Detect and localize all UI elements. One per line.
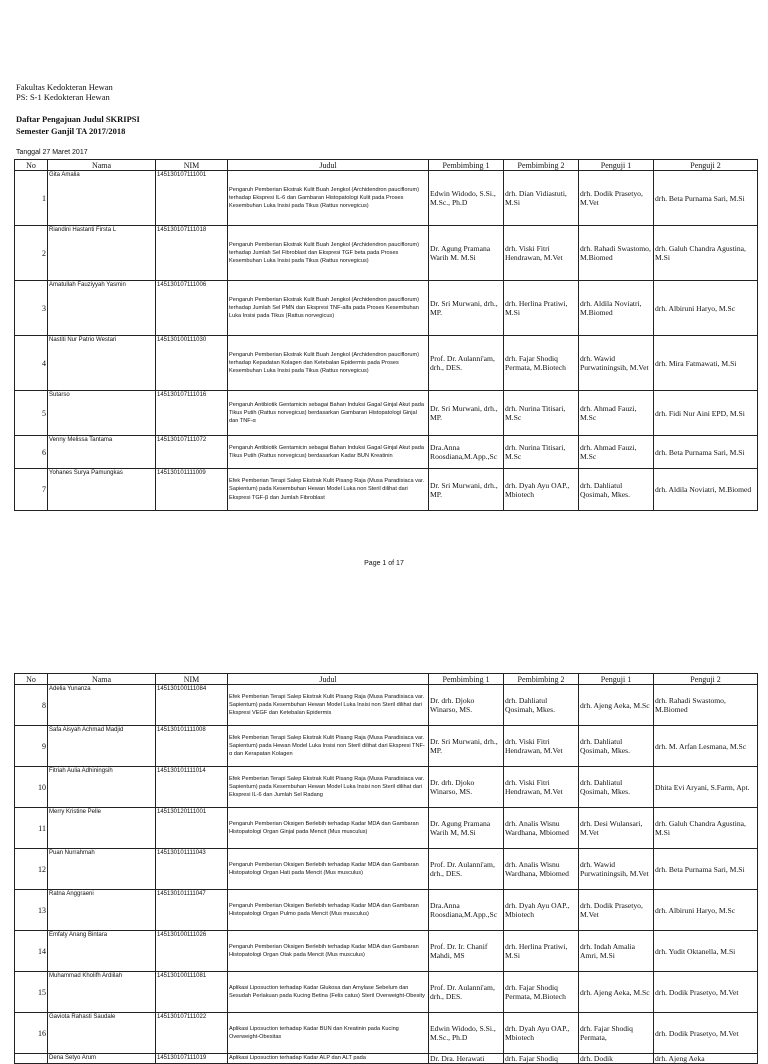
thesis-title-cell: Pengaruh Pemberian Ekstrak Kulit Buah Jengkol (Archidendron pauciflorum) terhadap Ekspresi IL-6 dan Gambaran Histopatologi Kulit pada Proses Kesembuhan Luka Insisi pada Tikus (Rattus norvegicus) <box>228 171 429 226</box>
col-header-penguji2: Penguji 2 <box>654 160 758 171</box>
col-header-penguji1: Penguji 1 <box>579 160 654 171</box>
pembimbing2-cell: drh. Fajar Shodiq Permata, M.Biotech <box>504 972 579 1013</box>
thesis-title-cell: Pengaruh Pemberian Ekstrak Kulit Buah Jengkol (Archidendron pauciflorum) terhadap Kepadatan Kolagen dan Ketebalan Epidermis pada Proses Kesembuhan Luka Insisi pada Tikus (Rattus norvegicus) <box>228 336 429 391</box>
thesis-title-cell: Pengaruh Pemberian Oksigen Berlebih terhadap Kadar MDA dan Gambaran Histopatologi Organ Ginjal pada Mencit (Mus musculus) <box>228 808 429 849</box>
penguji2-cell: drh. Galuh Chandra Agustina, M.Si <box>654 226 758 281</box>
thesis-title-cell: Efek Pemberian Terapi Salep Ekstrak Kulit Pisang Raja (Musa Paradisiaca var. Sapientum) pada Kesembuhan Hewan Model Luka Insisi non Steril dilihat dari Ekspresi VEGF dan Ketebalan Epidermis <box>228 685 429 726</box>
thesis-title-cell: Pengaruh Antibiotik Gentamicin sebagai Bahan Induksi Gagal Ginjal Akut pada Tikus Putih (Rattus norvegicus) berdasarkan Kadar BUN Kreatinin <box>228 436 429 469</box>
penguji2-cell: drh. Ajeng Aeka <box>654 1054 758 1064</box>
pembimbing2-cell: drh. Dyah Ayu OAP., Mbiotech <box>504 469 579 511</box>
table-row <box>15 436 758 469</box>
student-nim-cell: 145130100111081 <box>156 972 228 1013</box>
student-name-cell: Adelia Yunanza <box>48 685 156 726</box>
table-row <box>15 391 758 436</box>
row-number: 3 <box>15 281 48 336</box>
table-row <box>15 226 758 281</box>
thesis-title-cell: Aplikasi Liposuction terhadap Kadar BUN dan Kreatinin pada Kucing Overweight-Obesitas <box>228 1013 429 1054</box>
student-name-cell: Amatullah Fauziyyah Yasmin <box>48 281 156 336</box>
pembimbing2-cell: drh. Viski Fitri Hendrawan, M.Vet <box>504 767 579 808</box>
row-number: 12 <box>15 849 48 890</box>
pembimbing1-cell: Dr. drh. Djoko Winarso, MS. <box>429 767 504 808</box>
pembimbing2-cell: drh. Herlina Pratiwi, M.Si <box>504 281 579 336</box>
penguji2-cell: drh. Rahadi Swastomo, M.Biomed <box>654 685 758 726</box>
penguji1-cell: drh. Rahadi Swastomo, M.Biomed <box>579 226 654 281</box>
student-name-cell: Dena Setyo Arum <box>48 1054 156 1064</box>
penguji2-cell: drh. Aldila Noviatri, M.Biomed <box>654 469 758 511</box>
student-name-cell: Fitriah Aulia Adhiningsih <box>48 767 156 808</box>
student-name-cell: Emfaty Anang Bintara <box>48 931 156 972</box>
pembimbing2-cell: drh. Nurina Titisari, M.Sc <box>504 391 579 436</box>
table-row <box>15 972 758 1013</box>
student-name-cell: Nastiti Nur Patrio Westari <box>48 336 156 391</box>
penguji2-cell: drh. Beta Purnama Sari, M.Si <box>654 171 758 226</box>
col-header-pembimbing2: Pembimbing 2 <box>504 160 579 171</box>
col-header-nim: NIM <box>156 160 228 171</box>
pembimbing1-cell: Dr. Agung Pramana Warih M. M.Si <box>429 226 504 281</box>
pembimbing1-cell: Edwin Widodo, S.Si., M.Sc., Ph.D <box>429 1013 504 1054</box>
table-header-row <box>15 160 758 171</box>
penguji1-cell: drh. Wawid Purwatiningsih, M.Vet <box>579 336 654 391</box>
table-row <box>15 685 758 726</box>
penguji2-cell: Dhita Evi Aryani, S.Farm, Apt. <box>654 767 758 808</box>
penguji1-cell: drh. Ahmad Fauzi, M.Sc <box>579 436 654 469</box>
thesis-title-cell: Aplikasi Liposuction terhadap Kadar ALP dan ALT pada <box>228 1054 429 1064</box>
student-nim-cell: 145130100111026 <box>156 931 228 972</box>
pembimbing1-cell: Dr. Sri Murwani, drh., MP. <box>429 469 504 511</box>
penguji2-cell: drh. M. Arfan Lesmana, M.Sc <box>654 726 758 767</box>
penguji1-cell: drh. Fajar Shodiq Permata, <box>579 1013 654 1054</box>
penguji1-cell: drh. Indah Amalia Amri, M.Si <box>579 931 654 972</box>
date-label: Tanggal 27 Maret 2017 <box>16 149 88 156</box>
row-number: 2 <box>15 226 48 281</box>
pembimbing2-cell: drh. Dyah Ayu OAP., Mbiotech <box>504 1013 579 1054</box>
pembimbing2-cell: drh. Dahliatul Qosimah, Mkes. <box>504 685 579 726</box>
thesis-title-cell: Pengaruh Pemberian Ekstrak Kulit Buah Jengkol (Archidendron pauciflorum) terhadap Jumlah Sel PMN dan Ekspresi TNF-alfa pada Proses Kesembuhan Luka Insisi pada Tikus (Rattus norvegicus) <box>228 281 429 336</box>
thesis-table-page2 <box>14 673 758 1064</box>
table-row <box>15 1054 758 1064</box>
penguji1-cell: drh. Dahliatul Qosimah, Mkes. <box>579 469 654 511</box>
table-row <box>15 931 758 972</box>
penguji1-cell: drh. Dodik Prasetyo, M.Vet <box>579 890 654 931</box>
pembimbing2-cell: drh. Fajar Shodiq Permata, M.Biotech <box>504 336 579 391</box>
student-nim-cell: 145130107111018 <box>156 226 228 281</box>
row-number: 5 <box>15 391 48 436</box>
thesis-title-cell: Efek Pemberian Terapi Salep Ekstrak Kulit Pisang Raja (Musa Paradisiaca var. Sapientum) pada Hewan Model Luka Insisi non Steril dilihat dari Ekspresi TNF-α dan Kerapatan Kolagen <box>228 726 429 767</box>
student-nim-cell: 145130101111047 <box>156 890 228 931</box>
penguji1-cell: drh. Dahliatul Qosimah, Mkes. <box>579 767 654 808</box>
table-row <box>15 726 758 767</box>
col-header-pembimbing2: Pembimbing 2 <box>504 674 579 685</box>
penguji2-cell: drh. Galuh Chandra Agustina, M.Si <box>654 808 758 849</box>
student-name-cell: Safa Aisyah Achmad Madjid <box>48 726 156 767</box>
student-nim-cell: 145130101111014 <box>156 767 228 808</box>
row-number: 7 <box>15 469 48 511</box>
student-name-cell: Gita Amalia <box>48 171 156 226</box>
pembimbing2-cell: drh. Fajar Shodiq <box>504 1054 579 1064</box>
student-name-cell: Yohanes Surya Pamungkas <box>48 469 156 511</box>
pembimbing2-cell: drh. Viski Fitri Hendrawan, M.Vet <box>504 726 579 767</box>
thesis-title-cell: Aplikasi Liposuction terhadap Kadar Glukosa dan Amylase Sebelum dan Sesudah Perlakuan pada Kucing Betina (Felis catus) Steril Overweight-Obesity <box>228 972 429 1013</box>
pembimbing2-cell: drh. Herlina Pratiwi, M.Si <box>504 931 579 972</box>
penguji1-cell: drh. Ahmad Fauzi, M.Sc <box>579 391 654 436</box>
col-header-nim: NIM <box>156 674 228 685</box>
col-header-penguji1: Penguji 1 <box>579 674 654 685</box>
col-header-nama: Nama <box>48 160 156 171</box>
penguji2-cell: drh. Yudit Oktanella, M.Si <box>654 931 758 972</box>
row-number: 16 <box>15 1013 48 1054</box>
pembimbing2-cell: drh. Nurina Titisari, M.Sc <box>504 436 579 469</box>
penguji2-cell: drh. Dodik Prasetyo, M.Vet <box>654 1013 758 1054</box>
penguji1-cell: drh. Wawid Purwatiningsih, M.Vet <box>579 849 654 890</box>
thesis-title-cell: Efek Pemberian Terapi Salep Ekstrak Kulit Pisang Raja (Musa Paradisiaca var. Sapientum) pada Kesembuhan Hewan Model Luka Insisi non Steril dilihat dari Ekspresi IL-6 dan Jumlah Sel Radang <box>228 767 429 808</box>
row-number: 15 <box>15 972 48 1013</box>
pembimbing1-cell: Edwin Widodo, S.Si., M.Sc., Ph.D <box>429 171 504 226</box>
program-label: PS: S-1 Kedokteran Hewan <box>16 92 110 102</box>
col-header-nama: Nama <box>48 674 156 685</box>
table-row <box>15 767 758 808</box>
col-header-judul: Judul <box>228 674 429 685</box>
pembimbing2-cell: drh. Dyah Ayu OAP., Mbiotech <box>504 890 579 931</box>
penguji2-cell: drh. Albiruni Haryo, M.Sc <box>654 890 758 931</box>
thesis-title-cell: Pengaruh Pemberian Oksigen Berlebih terhadap Kadar MDA dan Gambaran Histopatologi Organ Hati pada Mencit (Mus musculus) <box>228 849 429 890</box>
table-row <box>15 469 758 511</box>
table-row <box>15 1013 758 1054</box>
faculty-label: Fakultas Kedokteran Hewan <box>16 82 113 92</box>
penguji2-cell: drh. Beta Purnama Sari, M.Si <box>654 849 758 890</box>
penguji1-cell: drh. Ajeng Aeka, M.Sc <box>579 972 654 1013</box>
table-row <box>15 281 758 336</box>
thesis-table-page1 <box>14 159 758 511</box>
student-name-cell: Gaviota Rahasti Saudale <box>48 1013 156 1054</box>
student-nim-cell: 145130107111016 <box>156 391 228 436</box>
row-number <box>15 1054 48 1064</box>
student-nim-cell: 145130107111001 <box>156 171 228 226</box>
table-row <box>15 808 758 849</box>
pembimbing1-cell: Prof. Dr. Aulanni'am, drh., DES. <box>429 336 504 391</box>
pembimbing1-cell: Dr. drh. Djoko Winarso, MS. <box>429 685 504 726</box>
penguji2-cell: drh. Albiruni Haryo, M.Sc <box>654 281 758 336</box>
student-nim-cell: 145130101111009 <box>156 469 228 511</box>
row-number: 4 <box>15 336 48 391</box>
col-header-penguji2: Penguji 2 <box>654 674 758 685</box>
thesis-title-cell: Pengaruh Pemberian Ekstrak Kulit Buah Jengkol (Archidendron pauciflorum) terhadap Jumlah Sel Fibroblast dan Ekspresi TGF beta pada Proses Kesembuhan Luka Insisi pada Tikus (Rattus norvegicus) <box>228 226 429 281</box>
table-row <box>15 849 758 890</box>
student-nim-cell: 145130107111019 <box>156 1054 228 1064</box>
col-header-no: No <box>15 674 48 685</box>
pembimbing1-cell: Dr. Agung Pramana Warih M, M.Si <box>429 808 504 849</box>
table-row <box>15 336 758 391</box>
penguji1-cell: drh. Dahliatul Qosimah, Mkes. <box>579 726 654 767</box>
col-header-no: No <box>15 160 48 171</box>
penguji1-cell: drh. Aldila Noviatri, M.Biomed <box>579 281 654 336</box>
row-number: 10 <box>15 767 48 808</box>
document-title: Daftar Pengajuan Judul SKRIPSI <box>16 114 140 124</box>
student-name-cell: Riandini Hastanti Firsta L <box>48 226 156 281</box>
thesis-title-cell: Efek Pemberian Terapi Salep Ekstrak Kulit Pisang Raja (Musa Paradisiaca var. Sapientum) pada Kesembuhan Hewan Model Luka non Steril dilihat dari Ekspresi TGF-β dan Jumlah Fibroblast <box>228 469 429 511</box>
thesis-title-cell: Pengaruh Antibiotik Gentamicin sebagai Bahan Induksi Gagal Ginjal Akut pada Tikus Putih (Rattus norvegicus) berdasarkan Gambaran Histopatologi Ginjal dan TNF-α <box>228 391 429 436</box>
student-name-cell: Venny Melissa Tantama <box>48 436 156 469</box>
student-nim-cell: 145130107111022 <box>156 1013 228 1054</box>
col-header-judul: Judul <box>228 160 429 171</box>
row-number: 14 <box>15 931 48 972</box>
col-header-pembimbing1: Pembimbing 1 <box>429 674 504 685</box>
student-nim-cell: 145130100111084 <box>156 685 228 726</box>
row-number: 11 <box>15 808 48 849</box>
student-nim-cell: 145130101111043 <box>156 849 228 890</box>
student-name-cell: Puan Nurrahmah <box>48 849 156 890</box>
pembimbing2-cell: drh. Analis Wisnu Wardhana, Mbiomed <box>504 849 579 890</box>
penguji2-cell: drh. Beta Purnama Sari, M.Si <box>654 436 758 469</box>
row-number: 8 <box>15 685 48 726</box>
row-number: 13 <box>15 890 48 931</box>
pembimbing1-cell: Dr. Dra. Herawati <box>429 1054 504 1064</box>
page-number: Page 1 of 17 <box>364 560 404 567</box>
student-nim-cell: 145130107111072 <box>156 436 228 469</box>
pembimbing1-cell: Prof. Dr. Aulanni'am, drh., DES. <box>429 849 504 890</box>
penguji2-cell: drh. Fidi Nur Aini EPD, M.Si <box>654 391 758 436</box>
student-nim-cell: 145130120111001 <box>156 808 228 849</box>
penguji1-cell: drh. Dodik <box>579 1054 654 1064</box>
student-name-cell: Ratna Anggraeni <box>48 890 156 931</box>
student-name-cell: Merry Kristine Pelle <box>48 808 156 849</box>
penguji1-cell: drh. Dodik Prasetyo, M.Vet <box>579 171 654 226</box>
pembimbing2-cell: drh. Analis Wisnu Wardhana, Mbiomed <box>504 808 579 849</box>
pembimbing2-cell: drh. Viski Fitri Hendrawan, M.Vet <box>504 226 579 281</box>
pembimbing1-cell: Dra.Anna Roosdiana,M.App.,Sc <box>429 890 504 931</box>
penguji1-cell: drh. Desi Wulansari, M.Vet <box>579 808 654 849</box>
pembimbing1-cell: Dr. Sri Murwani, drh., MP. <box>429 391 504 436</box>
thesis-title-cell: Pengaruh Pemberian Oksigen Berlebih terhadap Kadar MDA dan Gambaran Histopatologi Organ Otak pada Mencit (Mus musculus) <box>228 931 429 972</box>
pembimbing1-cell: Prof. Dr. Ir. Chanif Mahdi, MS <box>429 931 504 972</box>
table-row <box>15 890 758 931</box>
pembimbing1-cell: Prof. Dr. Aulanni'am, drh., DES. <box>429 972 504 1013</box>
row-number: 6 <box>15 436 48 469</box>
row-number: 9 <box>15 726 48 767</box>
pembimbing1-cell: Dra.Anna Roosdiana,M.App.,Sc <box>429 436 504 469</box>
col-header-pembimbing1: Pembimbing 1 <box>429 160 504 171</box>
student-nim-cell: 145130101111008 <box>156 726 228 767</box>
semester-label: Semester Ganjil TA 2017/2018 <box>16 126 126 136</box>
penguji2-cell: drh. Dodik Prasetyo, M.Vet <box>654 972 758 1013</box>
table-row <box>15 171 758 226</box>
student-name-cell: Muhammad Kholifh Ardiilah <box>48 972 156 1013</box>
student-nim-cell: 145130107111006 <box>156 281 228 336</box>
thesis-title-cell: Pengaruh Pemberian Oksigen Berlebih terhadap Kadar MDA dan Gambaran Histopatologi Organ Pulmo pada Mencit (Mus musculus) <box>228 890 429 931</box>
pembimbing1-cell: Dr. Sri Murwani, drh., MP. <box>429 281 504 336</box>
student-nim-cell: 145130100111030 <box>156 336 228 391</box>
penguji1-cell: drh. Ajeng Aeka, M.Sc <box>579 685 654 726</box>
pembimbing2-cell: drh. Dian Vidiastuti, M.Si <box>504 171 579 226</box>
table-header-row <box>15 674 758 685</box>
pembimbing1-cell: Dr. Sri Murwani, drh., MP. <box>429 726 504 767</box>
row-number: 1 <box>15 171 48 226</box>
student-name-cell: Sutarso <box>48 391 156 436</box>
penguji2-cell: drh. Mira Fatmawati, M.Si <box>654 336 758 391</box>
